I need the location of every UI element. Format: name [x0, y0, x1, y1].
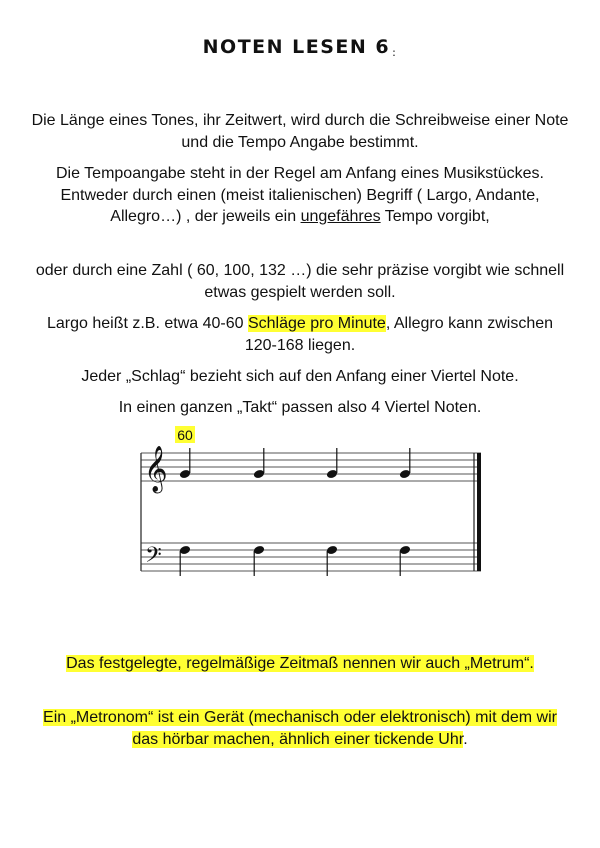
highlight-metrum: Das festgelegte, regelmäßige Zeitmaß nennen wir auch „Metrum“. [66, 655, 534, 672]
title-colon: : [392, 46, 398, 59]
paragraph-metronom [30, 707, 570, 750]
paragraph-largo-text-a: Largo heißt z.B. etwa 40-60 [46, 315, 248, 332]
bass-staff [141, 543, 481, 571]
paragraph-largo-text-b: , Allegro kann zwischen 120-168 liegen. [244, 315, 554, 354]
treble-clef-icon: 𝄞 [144, 447, 168, 491]
highlight-metronom: Ein „Metronom“ ist ein Gerät (mechanisch oder elektronisch) mit dem wir das hörbar machen, ähnlich einer tickende Uhr [43, 709, 557, 748]
title-text: NOTEN LESEN 6 [202, 36, 391, 58]
highlight-beats-per-minute: Schläge pro Minute [247, 315, 386, 332]
paragraph-tone-length: Die Länge eines Tones, ihr Zeitwert, wird durch die Schreibweise einer Note und die Tempo Angabe bestimmt. [31, 112, 569, 151]
bass-clef-icon: 𝄢 [145, 542, 162, 572]
paragraph-tempo-term-text-b: Tempo vorgibt, [380, 208, 490, 225]
paragraph-tempo-number: oder durch eine Zahl ( 60, 100, 132 …) die sehr präzise vorgibt wie schnell etwas gespielt werden soll. [35, 262, 565, 301]
treble-staff [141, 453, 481, 481]
paragraph-metronom-end: . [463, 730, 468, 748]
paragraph-tempo-term-text-a: Die Tempoangabe steht in der Regel am Anfang eines Musikstückes. Entweder durch einen (meist italienischen) Begriff ( Largo, Andante, Allegro…) , der jeweils ein [56, 165, 544, 225]
paragraph-beat: Jeder „Schlag“ bezieht sich auf den Anfang einer Viertel Note. [81, 368, 519, 385]
underlined-word: ungefähres [300, 208, 381, 225]
paragraph-metrum [30, 653, 570, 675]
tempo-marking: 60 [177, 427, 193, 443]
paragraph-measure: In einen ganzen „Takt“ passen also 4 Viertel Noten. [118, 399, 482, 416]
